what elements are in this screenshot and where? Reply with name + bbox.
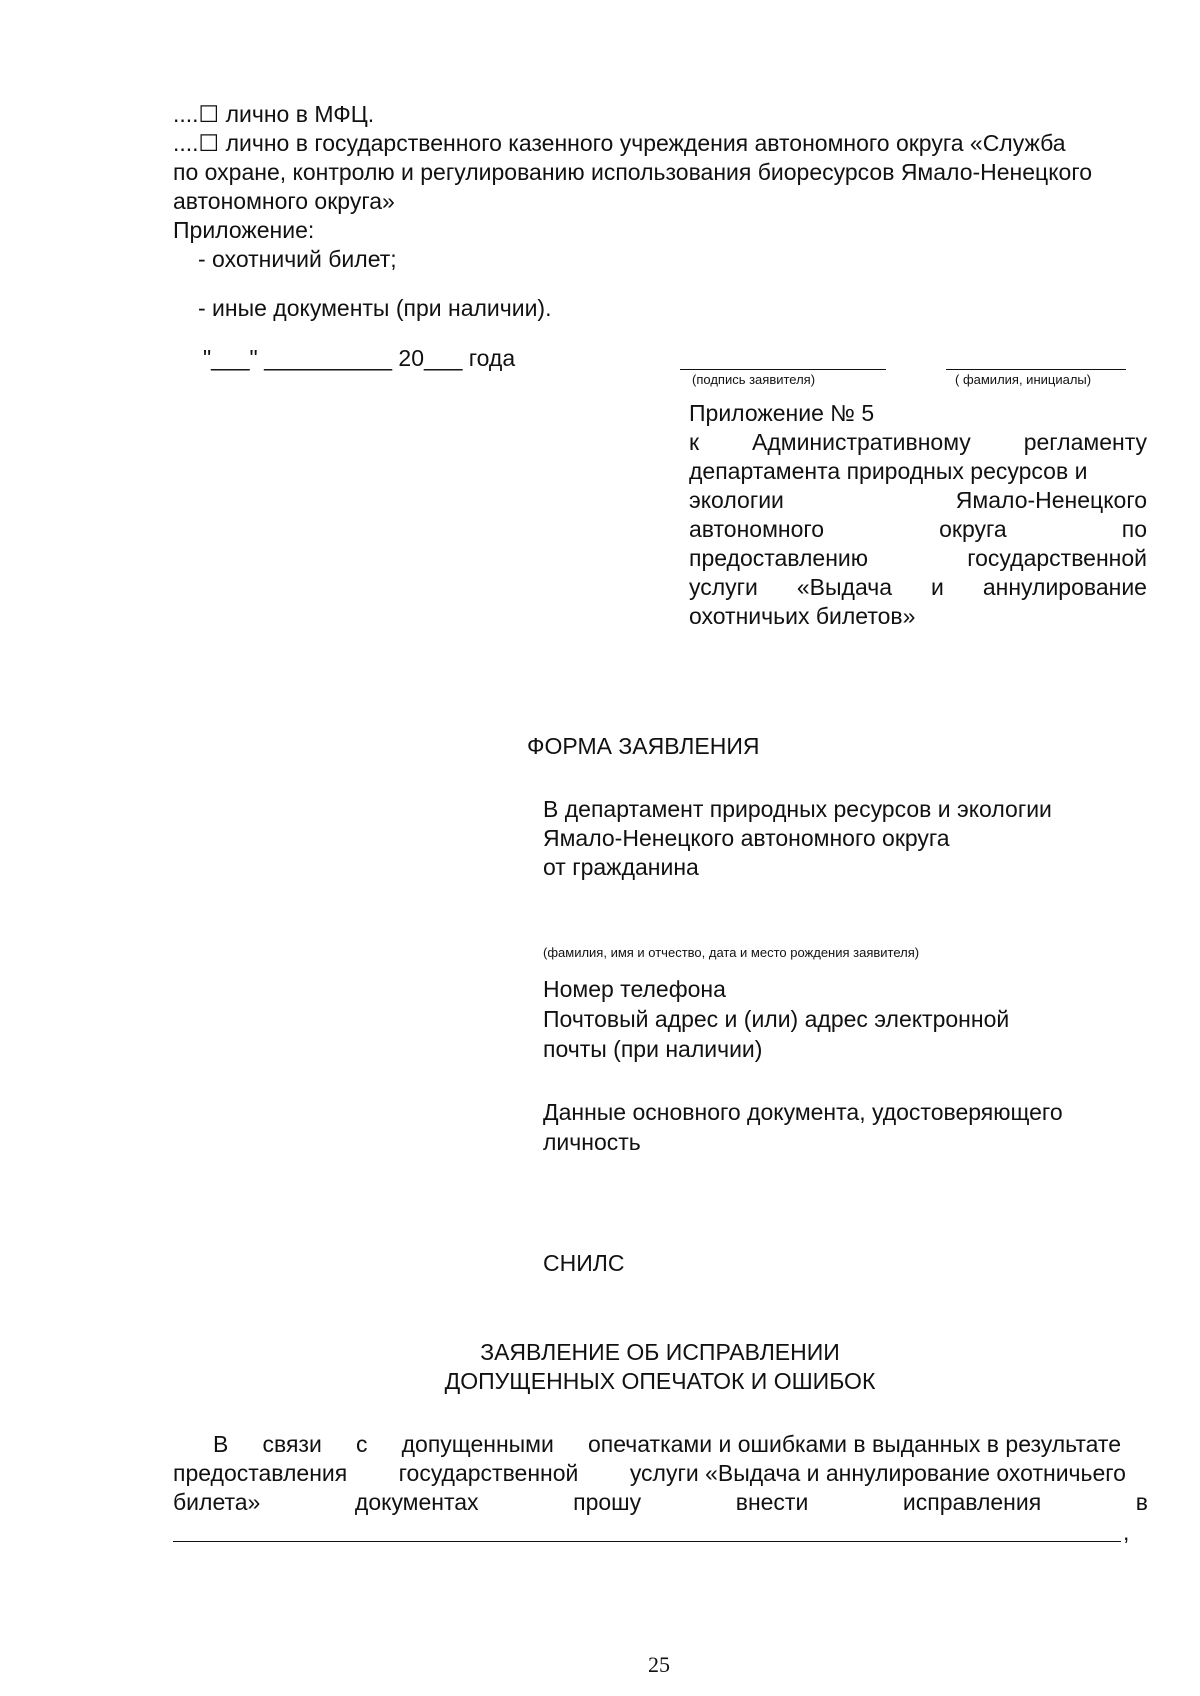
- snils-label: СНИЛС: [543, 1250, 625, 1276]
- appendix-word: услуги: [689, 574, 758, 600]
- appendix-word: регламенту: [1023, 429, 1147, 455]
- appendix-word: автономного: [689, 516, 825, 542]
- date-line: "___" __________ 20___ года: [203, 345, 516, 371]
- signature-line: [680, 369, 886, 370]
- attachment-item-other-docs: - иные документы (при наличии).: [198, 295, 552, 321]
- statement-body-line2: [173, 1459, 1126, 1488]
- statement-body-line1: [213, 1430, 1121, 1459]
- name-line: [946, 369, 1126, 370]
- appendix-line: [689, 457, 1147, 486]
- appendix-last-line: охотничьих билетов»: [689, 603, 916, 629]
- appendix-word: аннулирование: [982, 574, 1147, 600]
- delivery-option-agency-cont1: по охране, контролю и регулированию использования биоресурсов Ямало-Ненецкого: [173, 159, 1093, 185]
- statement-word: связи: [262, 1431, 322, 1457]
- attachment-item-hunting-ticket: - охотничий билет;: [198, 246, 397, 272]
- appendix-line: [689, 573, 1147, 602]
- address-label-line2: почты (при наличии): [543, 1036, 763, 1062]
- statement-word: допущенными: [401, 1431, 554, 1457]
- from-citizen-label: от гражданина: [543, 854, 699, 880]
- phone-label: Номер телефона: [543, 976, 726, 1002]
- appendix-line: [689, 486, 1147, 515]
- statement-body-line3: [173, 1488, 1148, 1517]
- statement-title-line2: ДОПУЩЕННЫХ ОПЕЧАТОК И ОШИБОК: [444, 1368, 876, 1394]
- addressee-line2: Ямало-Ненецкого автономного округа: [543, 825, 950, 851]
- appendix-word: департамента природных ресурсов и: [689, 458, 1088, 484]
- statement-word: исправления: [902, 1489, 1042, 1515]
- statement-word: с: [355, 1431, 368, 1457]
- attachment-heading: Приложение:: [173, 217, 315, 243]
- name-caption: ( фамилия, инициалы): [955, 372, 1092, 387]
- id-document-label-line1: Данные основного документа, удостоверяющего: [543, 1099, 1063, 1125]
- statement-word: документах: [354, 1489, 479, 1515]
- statement-word: государственной: [398, 1460, 579, 1486]
- statement-title-line1: ЗАЯВЛЕНИЕ ОБ ИСПРАВЛЕНИИ: [480, 1339, 840, 1365]
- statement-word: прошу: [573, 1489, 642, 1515]
- appendix-line: [689, 515, 1147, 544]
- applicant-details-caption: (фамилия, имя и отчество, дата и место рождения заявителя): [543, 945, 920, 960]
- statement-word: в: [1135, 1489, 1148, 1515]
- statement-word: услуги «Выдача и аннулирование охотничьего: [629, 1460, 1126, 1486]
- appendix-title: Приложение № 5: [689, 400, 875, 426]
- appendix-lines: [689, 428, 1147, 602]
- signature-caption: (подпись заявителя): [692, 372, 816, 387]
- appendix-word: по: [1121, 516, 1147, 542]
- appendix-word: к: [689, 429, 700, 455]
- addressee-line1: В департамент природных ресурсов и экологии: [543, 796, 1052, 822]
- page-number: 25: [648, 1652, 670, 1677]
- statement-word: билета»: [173, 1489, 261, 1515]
- appendix-word: Административному: [752, 429, 971, 455]
- statement-word: В: [213, 1431, 229, 1457]
- appendix-word: государственной: [967, 545, 1147, 571]
- appendix-word: «Выдача: [796, 574, 893, 600]
- statement-word: внести: [735, 1489, 809, 1515]
- delivery-option-mfc: ....☐ лично в МФЦ.: [173, 101, 375, 127]
- appendix-word: округа: [939, 516, 1007, 542]
- appendix-word: предоставлению: [689, 545, 869, 571]
- appendix-word: и: [931, 574, 944, 600]
- appendix-word: Ямало-Ненецкого: [955, 487, 1147, 513]
- blank-end-comma: ,: [1123, 1519, 1130, 1545]
- delivery-option-agency-cont2: автономного округа»: [173, 188, 395, 214]
- appendix-block: [689, 399, 1147, 631]
- corrections-blank-line: [173, 1541, 1121, 1542]
- appendix-line: [689, 544, 1147, 573]
- address-label-line1: Почтовый адрес и (или) адрес электронной: [543, 1006, 1010, 1032]
- delivery-option-agency: ....☐ лично в государственного казенного учреждения автономного округа «Служба: [173, 130, 1066, 156]
- statement-word: опечатками и ошибками в выданных в результате: [588, 1431, 1121, 1457]
- form-heading: ФОРМА ЗАЯВЛЕНИЯ: [527, 733, 760, 759]
- appendix-line: [689, 428, 1147, 457]
- id-document-label-line2: личность: [543, 1129, 641, 1155]
- statement-word: предоставления: [173, 1460, 348, 1486]
- appendix-word: экологии: [689, 487, 784, 513]
- statement-title: [0, 1338, 1200, 1396]
